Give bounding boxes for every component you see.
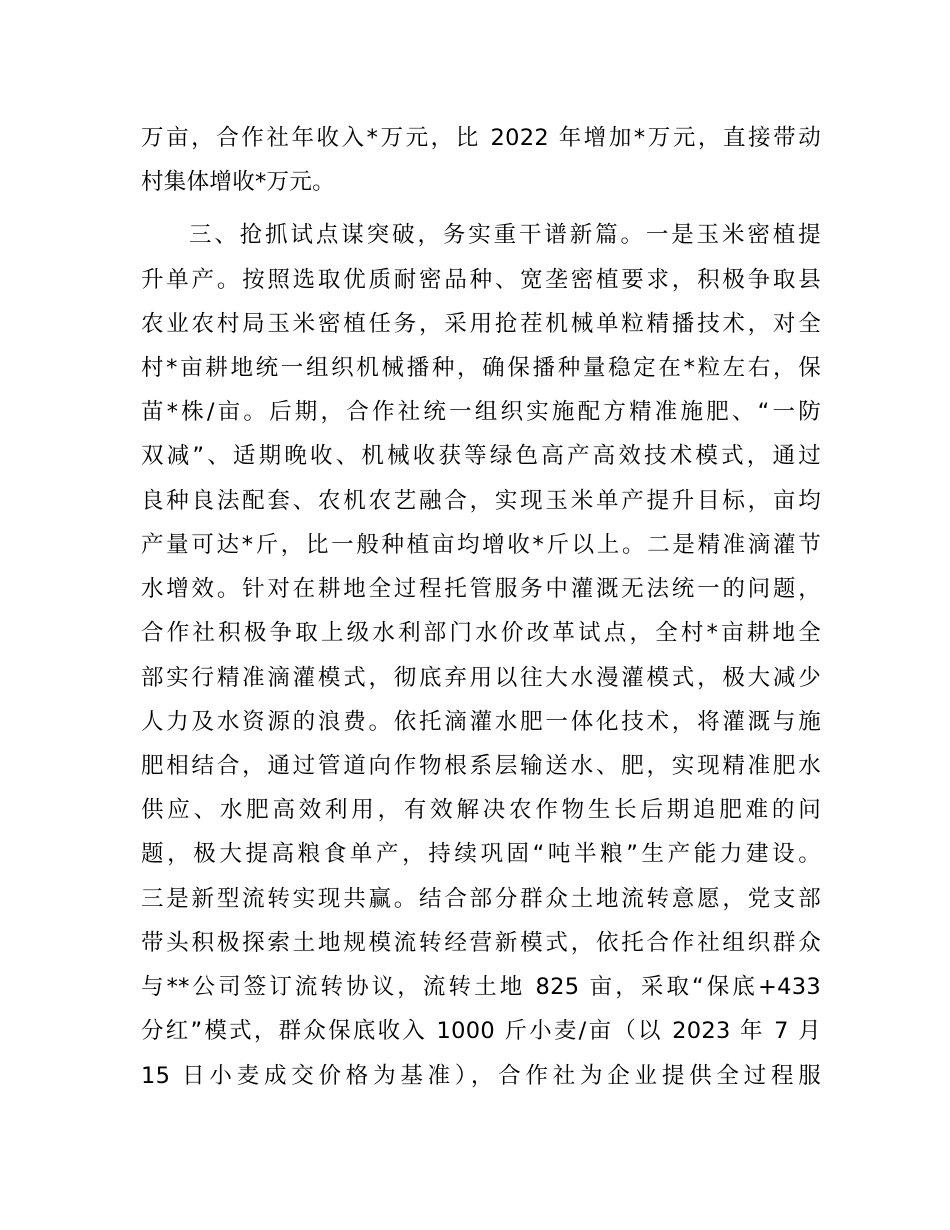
text-line: 带头积极探索土地规模流转经营新模式，依托合作社组织群众 xyxy=(141,930,821,956)
text-line: 升单产。按照选取优质耐密品种、宽垄密植要求，积极争取县 xyxy=(141,267,821,293)
text-line: 分红”模式，群众保底收入 1000 斤小麦/亩（以 2023 年 7 月 xyxy=(141,1018,821,1044)
text-line: 题，极大提高粮食单产，持续巩固“吨半粮”生产能力建设。 xyxy=(141,841,821,867)
text-line: 与**公司签订流转协议，流转土地 825 亩，采取“保底+433 xyxy=(141,974,821,1000)
text-line: 三是新型流转实现共赢。结合部分群众土地流转意愿，党支部 xyxy=(141,886,821,912)
text-line: 合作社积极争取上级水利部门水价改革试点，全村*亩耕地全 xyxy=(141,620,821,646)
text-line: 万亩，合作社年收入*万元，比 2022 年增加*万元，直接带动 xyxy=(141,125,821,151)
text-line: 部实行精准滴灌模式，彻底弃用以往大水漫灌模式，极大减少 xyxy=(141,665,821,691)
text-line: 供应、水肥高效利用，有效解决农作物生长后期追肥难的问 xyxy=(141,797,821,823)
text-line: 三、抢抓试点谋突破，务实重干谱新篇。一是玉米密植提 xyxy=(189,222,821,248)
text-line: 水增效。针对在耕地全过程托管服务中灌溉无法统一的问题， xyxy=(141,576,821,602)
text-line: 15 日小麦成交价格为基准），合作社为企业提供全过程服 xyxy=(141,1063,821,1089)
text-line: 良种良法配套、农机农艺融合，实现玉米单产提升目标，亩均 xyxy=(141,488,821,514)
text-line: 村*亩耕地统一组织机械播种，确保播种量稳定在*粒左右，保 xyxy=(141,355,821,381)
text-line: 肥相结合，通过管道向作物根系层输送水、肥，实现精准肥水 xyxy=(141,753,821,779)
text-line: 村集体增收*万元。 xyxy=(141,169,335,195)
text-line: 产量可达*斤，比一般种植亩均增收*斤以上。二是精准滴灌节 xyxy=(141,532,821,558)
text-line: 苗*株/亩。后期，合作社统一组织实施配方精准施肥、“一防 xyxy=(141,399,821,425)
text-line: 人力及水资源的浪费。依托滴灌水肥一体化技术，将灌溉与施 xyxy=(141,709,821,735)
text-line: 双减”、适期晚收、机械收获等绿色高产高效技术模式，通过 xyxy=(141,443,821,469)
text-line: 农业农村局玉米密植任务，采用抢茬机械单粒精播技术，对全 xyxy=(141,311,821,337)
